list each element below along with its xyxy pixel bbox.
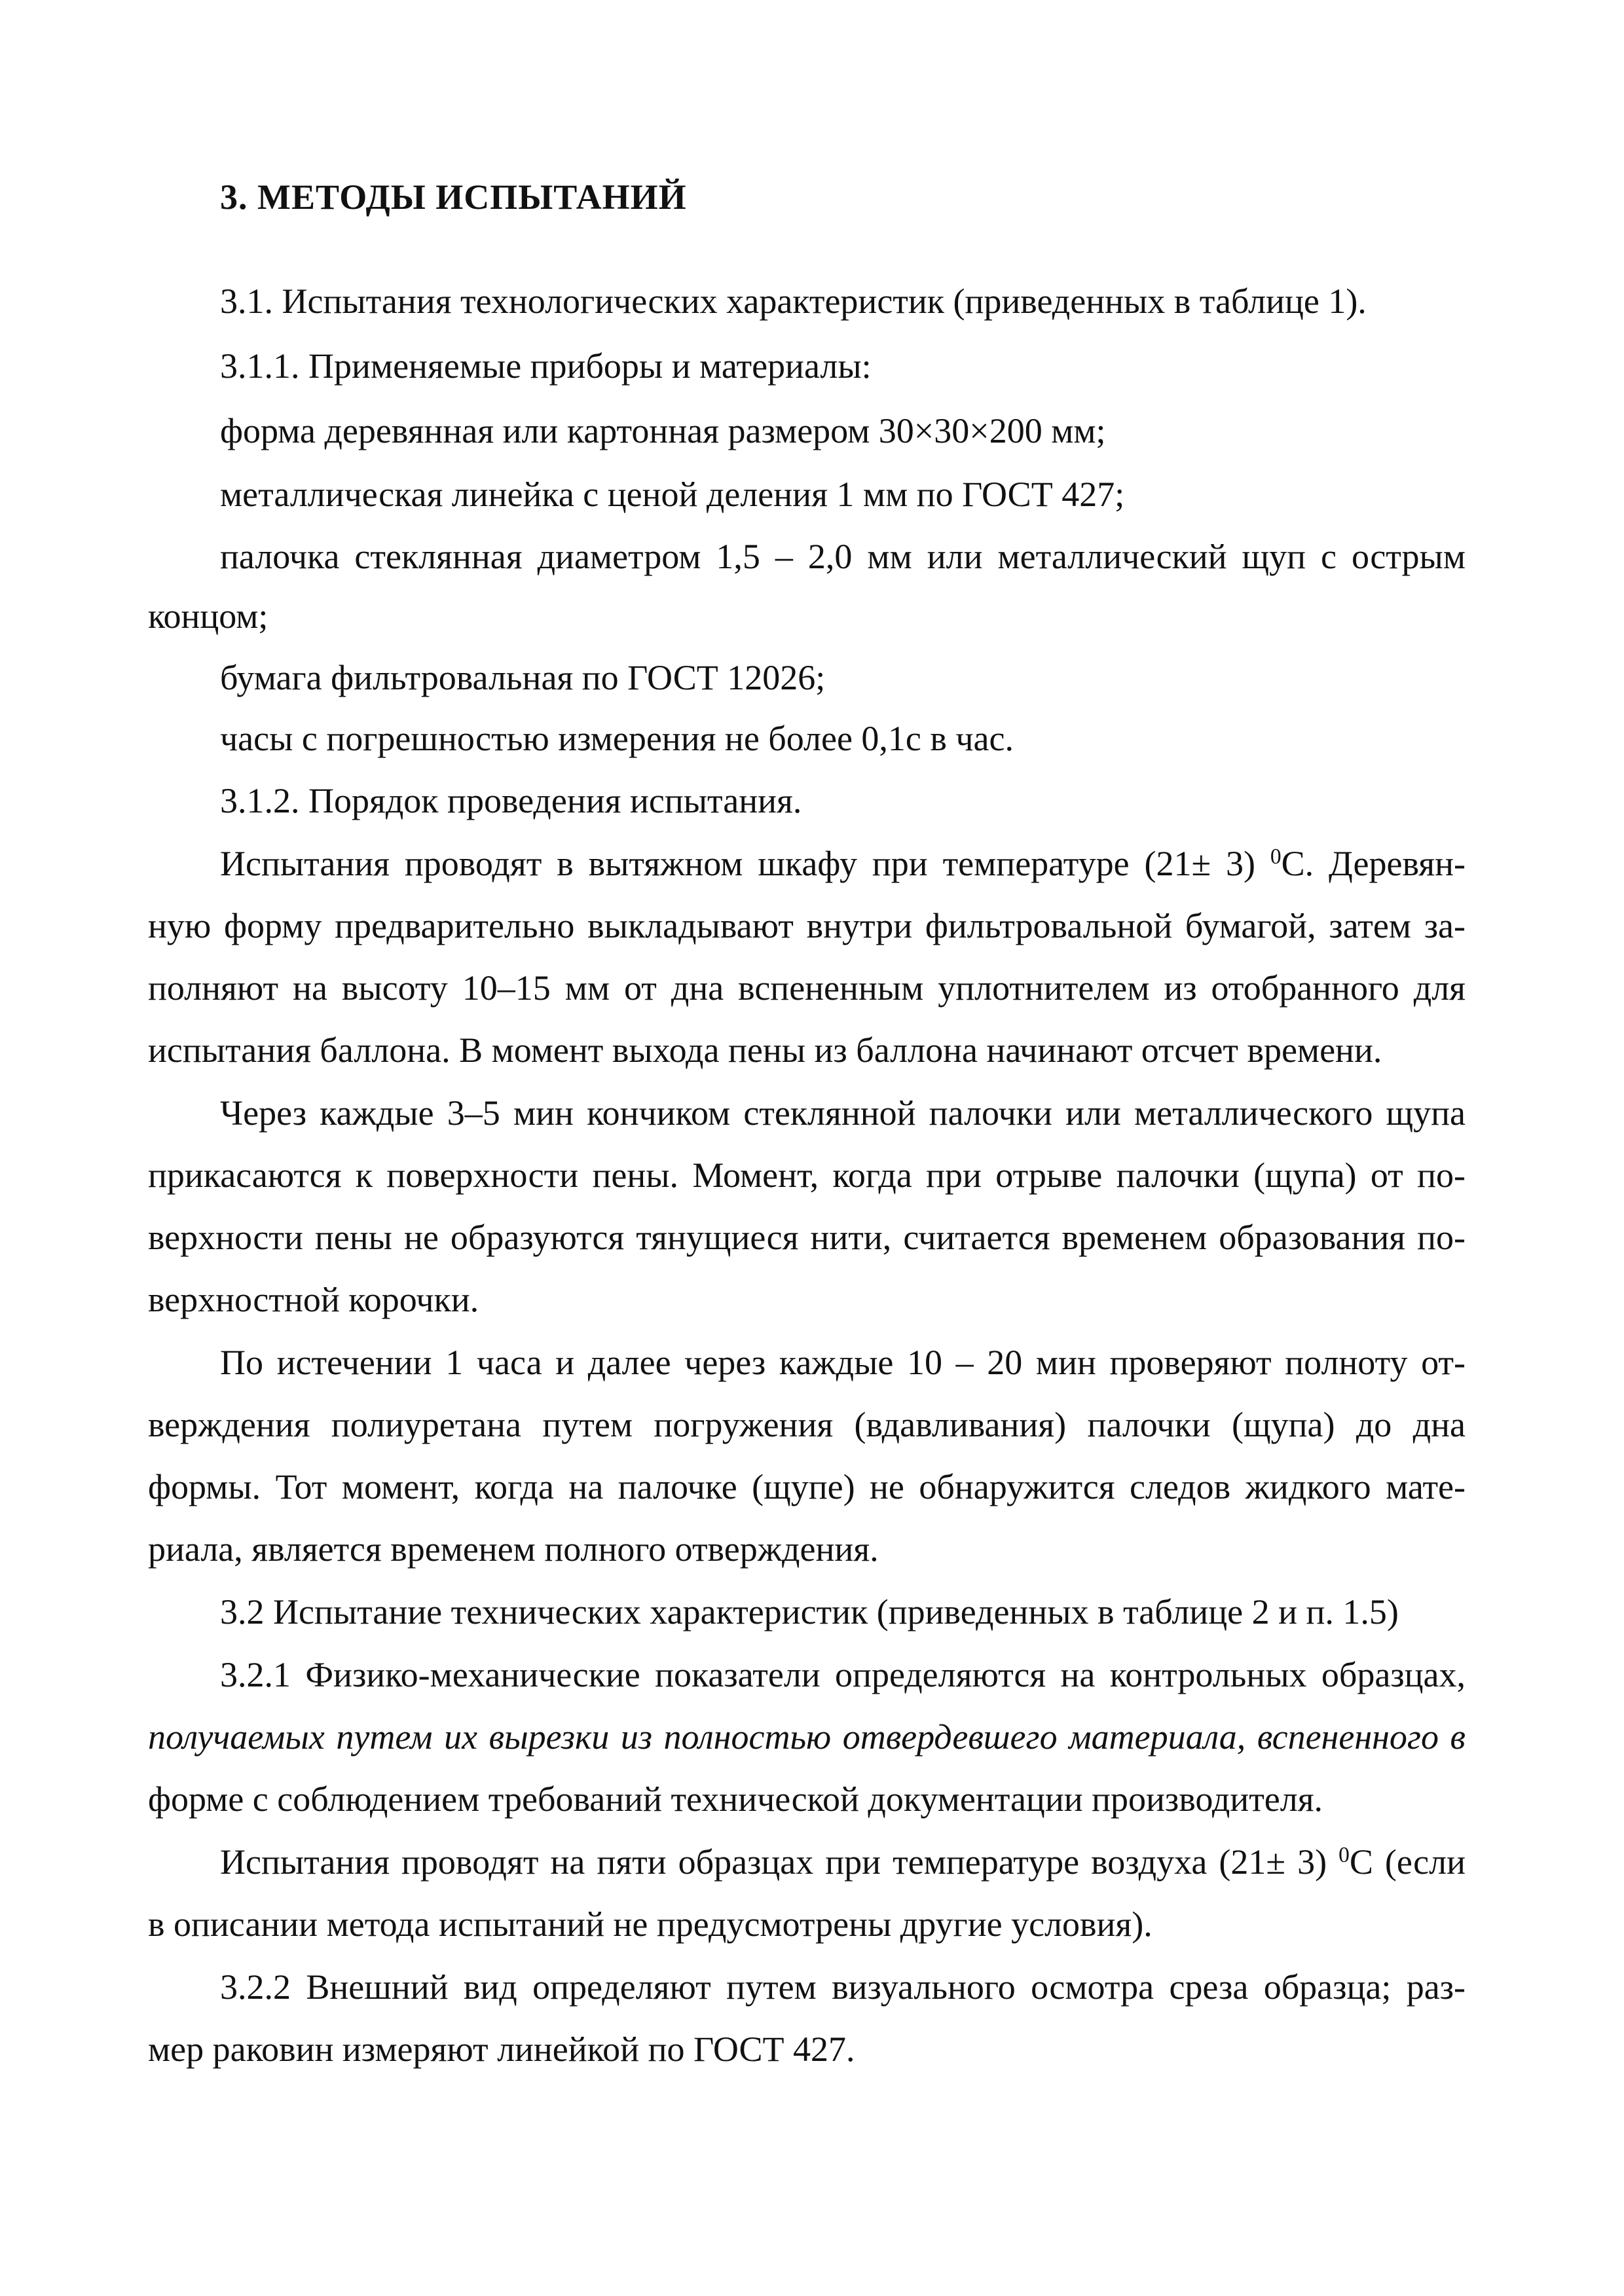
list-item: металлическая линейка с ценой деления 1 мм по ГОСТ 427; [220,475,1125,514]
paragraph-line: испытания баллона. В момент выхода пены из баллона начинают отсчет времени. [148,1030,1382,1070]
section-title: 3. МЕТОДЫ ИСПЫТАНИЙ [220,177,687,217]
paragraph-line: мер раковин измеряют линейкой по ГОСТ 427. [148,2030,855,2069]
paragraph-line: полняют на высоту 10–15 мм от дна вспененным уплотнителем из отобранного для [148,968,1466,1008]
paragraph-line: получаемых путем их вырезки из полностью отвердевшего материала, вспененного в [148,1717,1466,1757]
list-item: палочка стеклянная диаметром 1,5 – 2,0 мм или металлический щуп с острым [220,537,1466,576]
list-item: бумага фильтровальная по ГОСТ 12026; [220,658,826,697]
clause-3-1-1: 3.1.1. Применяемые приборы и материалы: [220,346,872,386]
paragraph-line: Испытания проводят в вытяжном шкафу при температуре (21± 3) $^0$С. Деревян- [220,844,1466,883]
paragraph-line: форме с соблюдением требований технической документации производителя. [148,1779,1323,1819]
paragraph-line: Испытания проводят на пяти образцах при температуре воздуха (21± 3) $^0$С (если [220,1842,1466,1882]
clause-3-1: 3.1. Испытания технологических характеристик (приведенных в таблице 1). [220,282,1367,321]
paragraph-line: верхностной корочки. [148,1280,479,1319]
clause-3-2-1: 3.2.1 Физико-механические показатели определяются на контрольных образцах, [220,1655,1466,1694]
list-item: форма деревянная или картонная размером 30×30×200 мм; [220,411,1106,450]
clause-3-2-2: 3.2.2 Внешний вид определяют путем визуального осмотра среза образца; раз- [220,1967,1466,2007]
list-item-continuation: концом; [148,596,268,636]
paragraph-line: риала, является временем полного отверждения. [148,1529,879,1569]
paragraph-line: верхности пены не образуются тянущиеся нити, считается временем образования по- [148,1218,1466,1257]
list-item: часы с погрешностью измерения не более 0,1с в час. [220,719,1014,758]
paragraph-line: прикасаются к поверхности пены. Момент, когда при отрыве палочки (щупа) от по- [148,1156,1466,1195]
paragraph-line: Через каждые 3–5 мин кончиком стеклянной палочки или металлического щупа [220,1093,1466,1133]
paragraph-line: верждения полиуретана путем погружения (вдавливания) палочки (щупа) до дна [148,1405,1466,1444]
clause-3-2: 3.2 Испытание технических характеристик (приведенных в таблице 2 и п. 1.5) [220,1592,1399,1631]
paragraph-line: в описании метода испытаний не предусмотрены другие условия). [148,1904,1153,1944]
paragraph-line: формы. Тот момент, когда на палочке (щупе) не обнаружится следов жидкого мате- [148,1467,1466,1506]
paragraph-line: По истечении 1 часа и далее через каждые 10 – 20 мин проверяют полноту от- [220,1343,1466,1382]
paragraph-line: ную форму предварительно выкладывают внутри фильтровальной бумагой, затем за- [148,906,1466,945]
clause-3-1-2: 3.1.2. Порядок проведения испытания. [220,781,802,820]
